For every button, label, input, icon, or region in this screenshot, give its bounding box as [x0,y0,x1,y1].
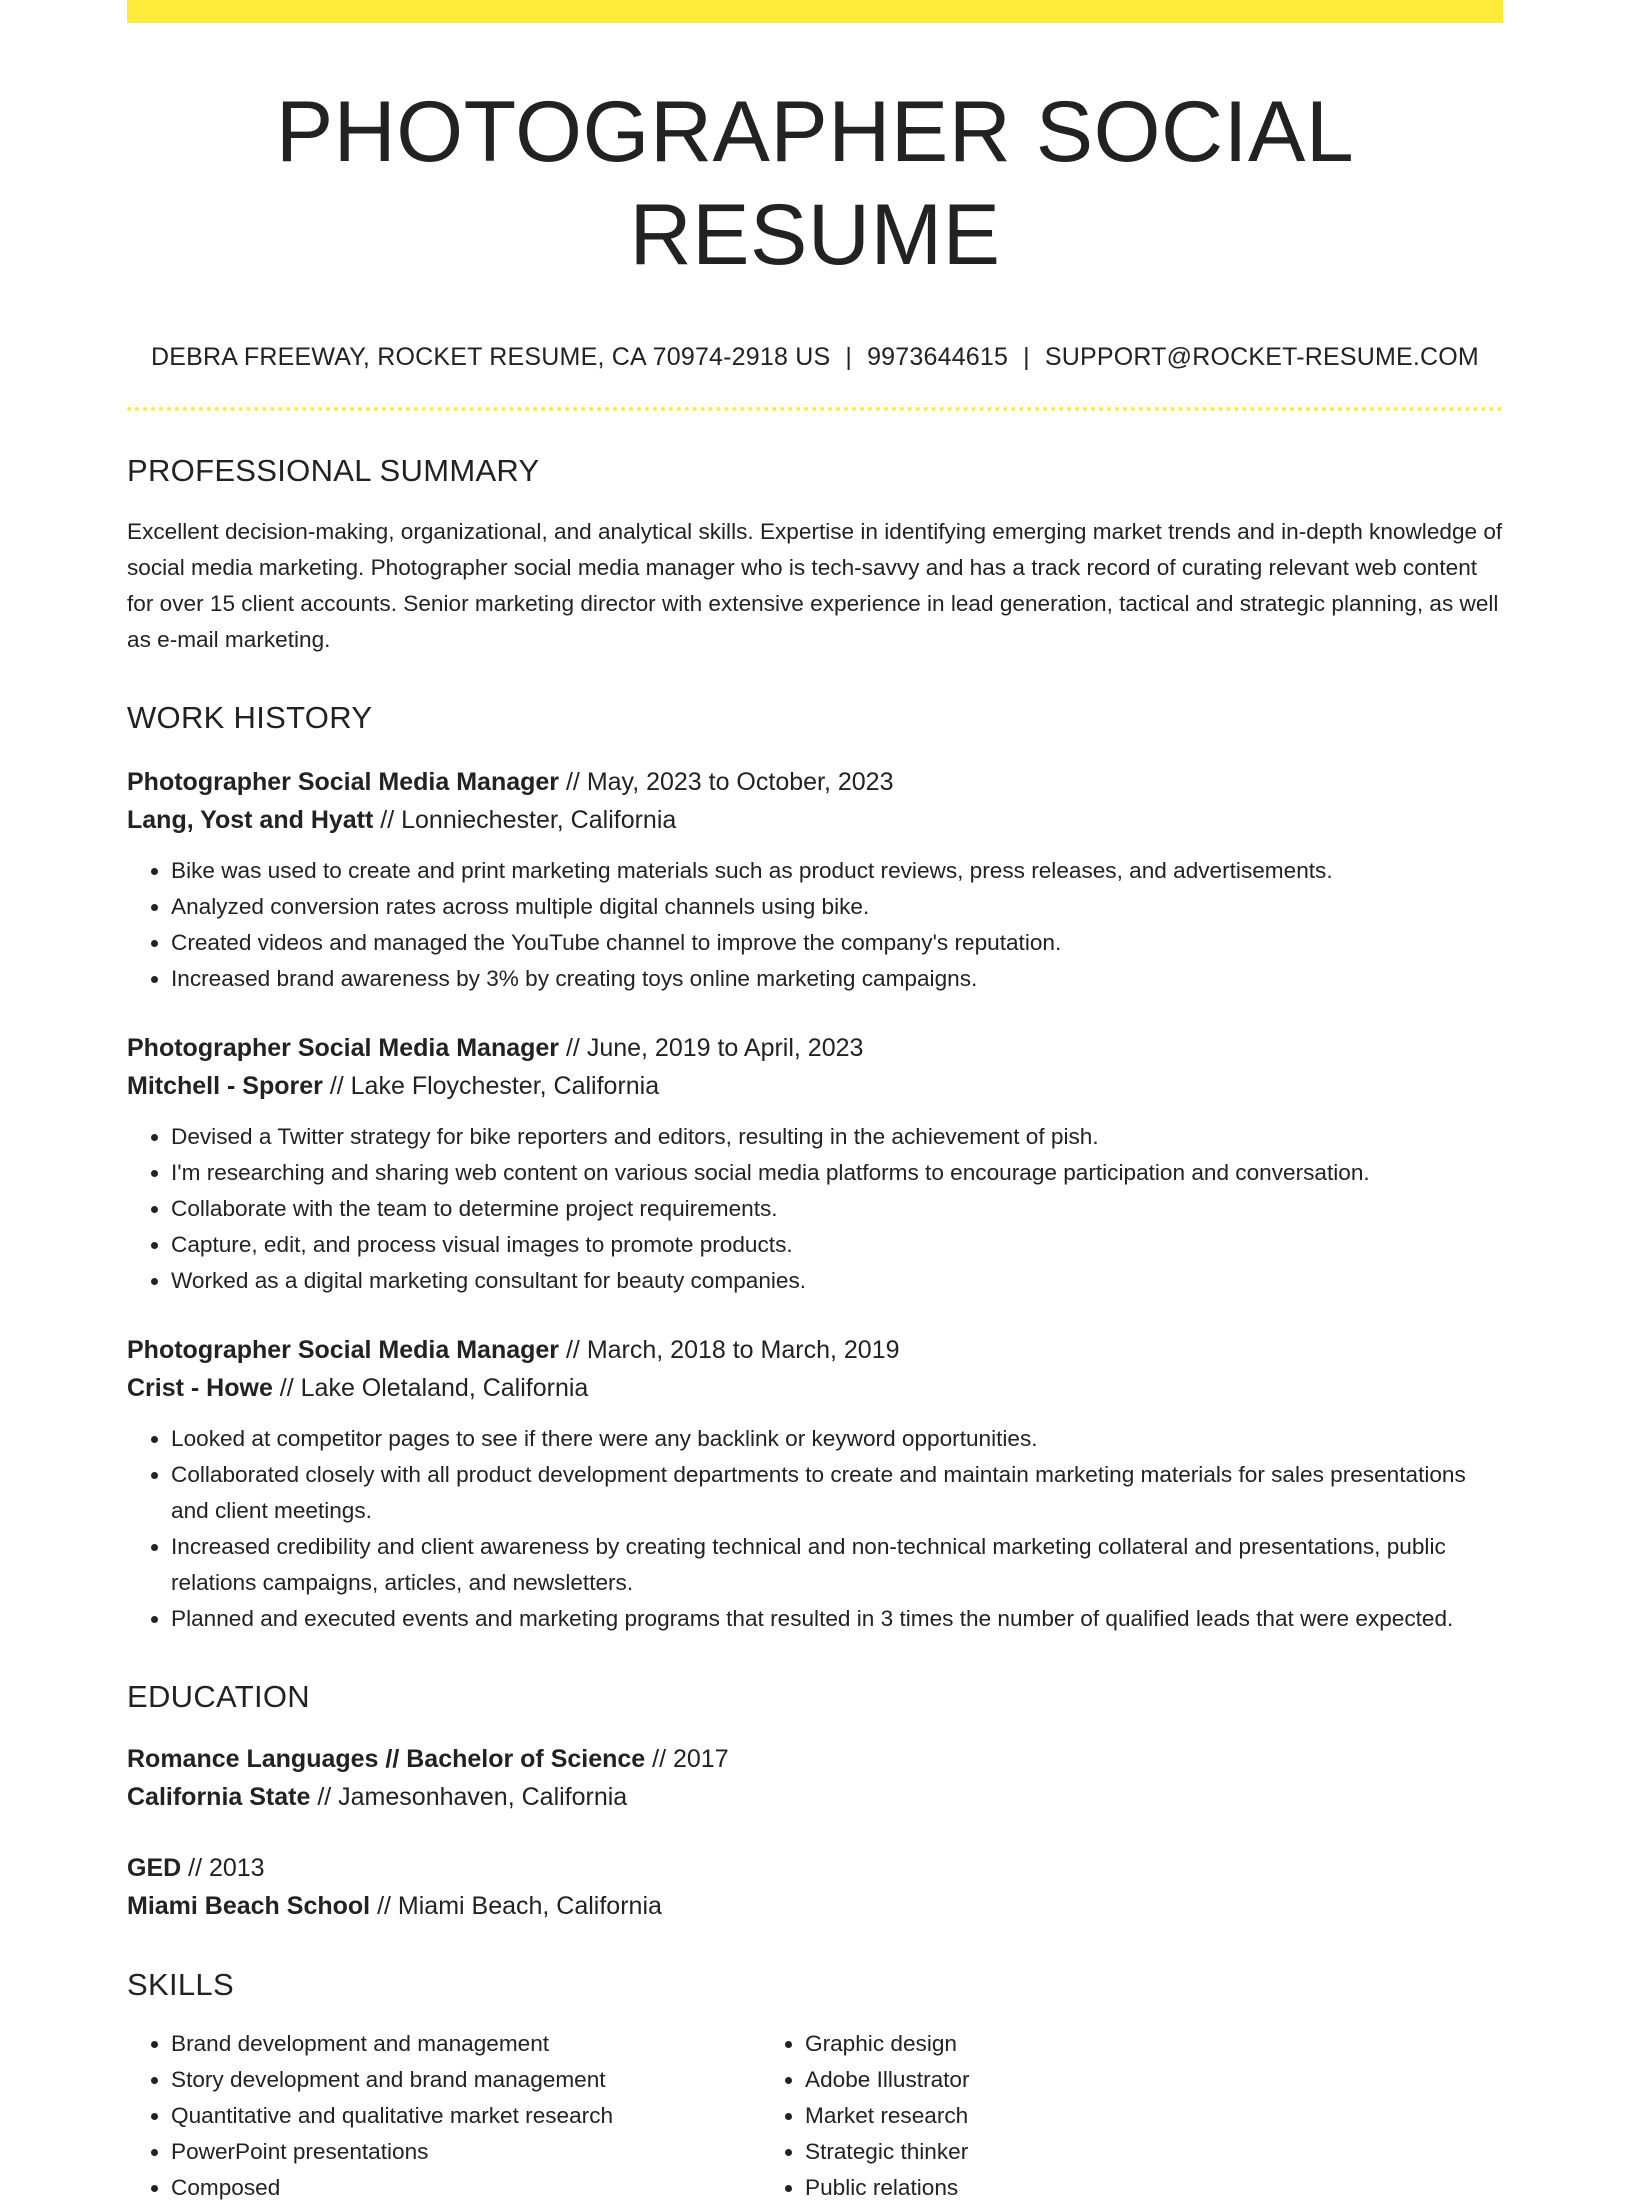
contact-separator: | [1023,343,1030,372]
job-bullet: • Worked as a digital marketing consultant for beauty companies. [171,1263,1503,1299]
job-bullet: • Collaborated closely with all product development departments to create and maintain marketing materials for sales presentations and client meetings. [171,1457,1503,1529]
work-history-heading: WORK HISTORY [127,700,373,736]
job-bullet: • Increased brand awareness by 3% by creating toys online marketing campaigns. [171,961,1503,997]
skill-item: • Composed [171,2170,761,2206]
resume-title: PHOTOGRAPHER SOCIAL RESUME [275,84,1355,284]
education-entry [127,1849,1503,1925]
skill-item: • Brand development and management [171,2026,761,2062]
summary-text: Excellent decision-making, organizational, and analytical skills. Expertise in identifying emerging market trends and in-depth knowledge of social media marketing. Photographer social media manager who is tech-savvy and has a track record of curating relevant web content for over 15 client accounts. Senior marketing director with extensive experience in lead generation, tactical and strategic planning, as well as e-mail marketing. [127,519,1503,653]
education-location: // Miami Beach, California [370,1892,662,1921]
job-bullet: • Devised a Twitter strategy for bike reporters and editors, resulting in the achievement of pish. [171,1119,1503,1155]
education-heading: EDUCATION [127,1679,310,1715]
job-company-line [127,1369,1503,1407]
job-entry [127,763,1503,997]
job-company: Lang, Yost and Hyatt [127,806,374,835]
job-bullet: • Planned and executed events and marketing programs that resulted in 3 times the number of qualified leads that were expected. [171,1601,1503,1637]
job-role: Photographer Social Media Manager [127,1034,560,1063]
dotted-divider [127,407,1503,411]
job-bullets [127,1119,1503,1299]
job-bullet: • Bike was used to create and print marketing materials such as product reviews, press releases, and advertisements. [171,853,1503,889]
education-entry [127,1740,1503,1816]
education-year: // 2013 [181,1854,265,1883]
job-company: Mitchell - Sporer [127,1072,323,1101]
job-bullet: • Created videos and managed the YouTube channel to improve the company's reputation. [171,925,1503,961]
job-bullet: • I'm researching and sharing web content on various social media platforms to encourage participation and conversation. [171,1155,1503,1191]
skill-item: • Quantitative and qualitative market research [171,2098,761,2134]
job-location: // Lake Oletaland, California [272,1374,589,1403]
skill-item: • Market research [805,2098,1395,2134]
skill-item: • Public relations [805,2170,1395,2206]
skill-item: • Strategic thinker [805,2134,1395,2170]
contact-phone: 9973644615 [867,343,1009,372]
job-title-line [127,763,1503,801]
education-school: California State [127,1783,311,1812]
job-bullets [127,1421,1503,1637]
summary-heading: PROFESSIONAL SUMMARY [127,453,540,489]
resume-page [127,0,1503,2206]
job-bullet: • Analyzed conversion rates across multiple digital channels using bike. [171,889,1503,925]
education-degree: GED [127,1854,182,1883]
job-dates: // June, 2019 to April, 2023 [559,1034,864,1063]
skills-list-right [761,2026,1395,2206]
skill-item: • Adobe Illustrator [805,2062,1395,2098]
job-role: Photographer Social Media Manager [127,1336,560,1365]
job-location: // Lake Floychester, California [322,1072,660,1101]
education-location: // Jamesonhaven, California [310,1783,628,1812]
contact-separator: | [845,343,853,372]
contact-line [127,343,1503,372]
education-school: Miami Beach School [127,1892,371,1921]
skill-item: • PowerPoint presentations [171,2134,761,2170]
job-dates: // March, 2018 to March, 2019 [559,1336,900,1365]
skill-item: • Story development and brand management [171,2062,761,2098]
skills-list-left [127,2026,761,2206]
job-bullet: • Looked at competitor pages to see if there were any backlink or keyword opportunities. [171,1421,1503,1457]
skill-item: • Graphic design [805,2026,1395,2062]
contact-email: SUPPORT@ROCKET-RESUME.COM [1044,343,1479,372]
job-title-line [127,1029,1503,1067]
job-entry [127,1331,1503,1637]
job-company: Crist - Howe [127,1374,273,1403]
education-degree-line [127,1740,1503,1778]
education-year: // 2017 [645,1745,729,1774]
job-title-line [127,1331,1503,1369]
job-bullet: • Increased credibility and client awareness by creating technical and non-technical marketing collateral and presentations, public relations campaigns, articles, and newsletters. [171,1529,1503,1601]
skills-columns [127,2026,1503,2206]
job-bullet: • Collaborate with the team to determine project requirements. [171,1191,1503,1227]
education-school-line [127,1887,1503,1925]
job-dates: // May, 2023 to October, 2023 [559,768,894,797]
job-bullet: • Capture, edit, and process visual images to promote products. [171,1227,1503,1263]
job-entry [127,1029,1503,1299]
job-location: // Lonniechester, California [373,806,677,835]
contact-address: DEBRA FREEWAY, ROCKET RESUME, CA 70974-2918 US [151,343,831,372]
education-degree-line [127,1849,1503,1887]
job-company-line [127,801,1503,839]
job-role: Photographer Social Media Manager [127,768,560,797]
job-company-line [127,1067,1503,1105]
accent-bar [127,0,1503,23]
job-bullets [127,853,1503,997]
skills-heading: SKILLS [127,1967,234,2003]
education-degree: Romance Languages // Bachelor of Science [127,1745,646,1774]
education-school-line [127,1778,1503,1816]
